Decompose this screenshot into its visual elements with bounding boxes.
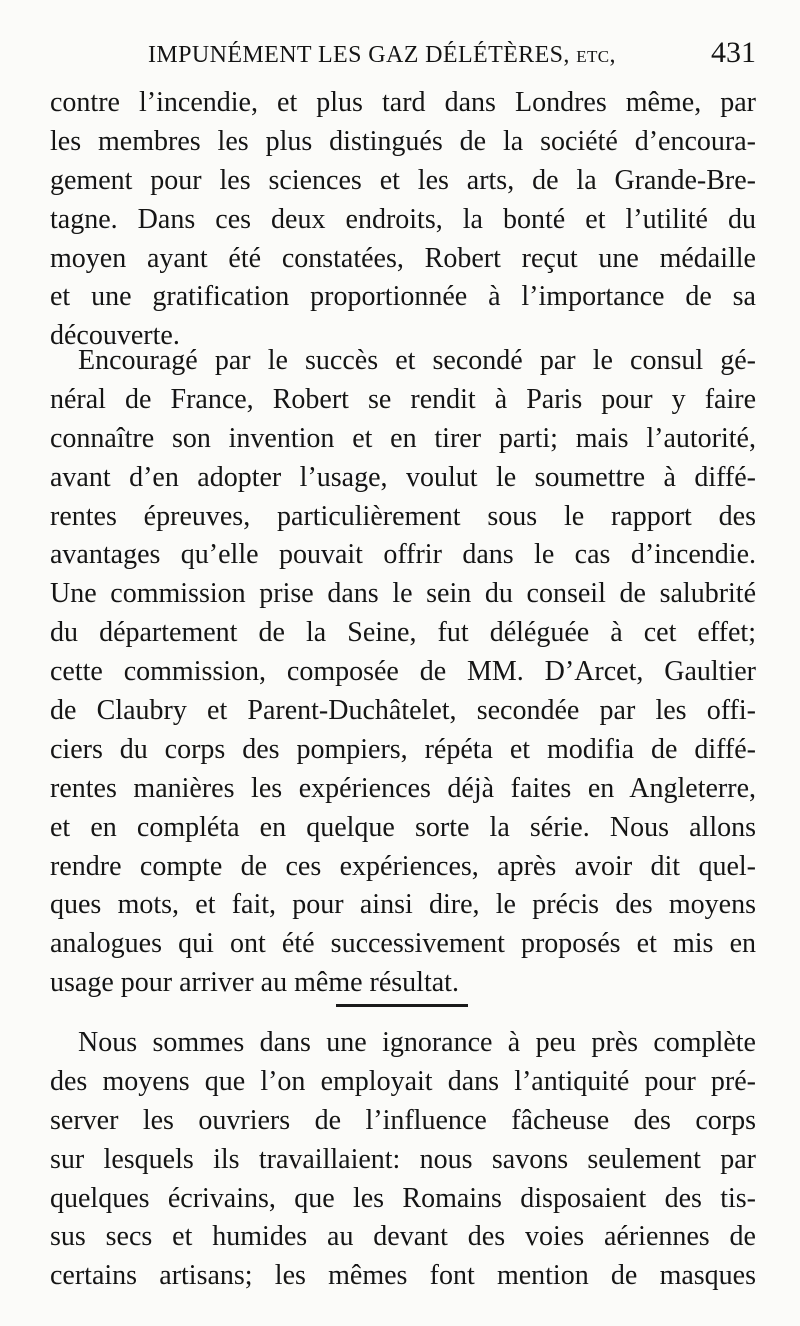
running-title: IMPUNÉMENT LES GAZ DÉLÉTÈRES, etc, — [148, 42, 616, 68]
text-line: de Claubry et Parent-Duchâtelet, secondée par les offi- — [50, 695, 756, 727]
paragraph-commission — [50, 342, 756, 1003]
text-line: quelques écrivains, que les Romains disposaient des tis- — [50, 1182, 756, 1214]
text-line: server les ouvriers de l’influence fâcheuse des corps — [50, 1104, 756, 1136]
text-line: connaître son invention et en tirer parti; mais l’autorité, — [50, 422, 756, 454]
section-separator — [336, 1004, 468, 1007]
text-line: Encouragé par le succès et secondé par le consul gé- — [78, 345, 756, 376]
text-line: avant d’en adopter l’usage, voulut le soumettre à diffé- — [50, 461, 756, 493]
text-line: ciers du corps des pompiers, répéta et modifia de diffé- — [50, 733, 756, 765]
page-number: 431 — [711, 36, 756, 69]
text-line: néral de France, Robert se rendit à Paris pour y faire — [50, 383, 756, 415]
text-line: et une gratification proportionnée à l’importance de sa — [50, 281, 756, 313]
text-line: rendre compte de ces expériences, après avoir dit quel- — [50, 850, 756, 882]
text-line: cette commission, composée de MM. D’Arcet, Gaultier — [50, 656, 756, 688]
text-line: certains artisans; les mêmes font mention de masques — [50, 1260, 756, 1292]
text-line: sur lesquels ils travaillaient: nous savons seulement par — [50, 1143, 756, 1175]
text-line: ques mots, et fait, pour ainsi dire, le précis des moyens — [50, 889, 756, 921]
text-line: du département de la Seine, fut déléguée à cet effet; — [50, 617, 756, 649]
text-line: contre l’incendie, et plus tard dans Londres même, par — [50, 87, 756, 118]
text-line: des moyens que l’on employait dans l’antiquité pour pré- — [50, 1065, 756, 1097]
text-line: usage pour arriver au même résultat. — [50, 967, 459, 999]
paragraph-continued — [50, 84, 756, 356]
running-head — [148, 36, 756, 76]
text-line: et en compléta en quelque sorte la série. Nous allons — [50, 811, 756, 843]
text-line: avantages qu’elle pouvait offrir dans le cas d’incendie. — [50, 539, 756, 571]
text-line: les membres les plus distingués de la société d’encoura- — [50, 125, 756, 157]
text-line: Nous sommes dans une ignorance à peu près complète — [78, 1027, 756, 1058]
text-line: tagne. Dans ces deux endroits, la bonté et l’utilité du — [50, 203, 756, 235]
text-line: découverte. — [50, 320, 180, 352]
text-line: moyen ayant été constatées, Robert reçut une médaille — [50, 242, 756, 274]
text-line: rentes épreuves, particulièrement sous le rapport des — [50, 500, 756, 532]
text-line: analogues qui ont été successivement proposés et mis en — [50, 928, 756, 960]
text-line: Une commission prise dans le sein du conseil de salubrité — [50, 578, 756, 610]
text-line: gement pour les sciences et les arts, de la Grande-Bre- — [50, 164, 756, 196]
text-line: rentes manières les expériences déjà faites en Angleterre, — [50, 772, 756, 804]
text-line: sus secs et humides au devant des voies aériennes de — [50, 1221, 756, 1253]
paragraph-antiquity — [50, 1024, 756, 1296]
